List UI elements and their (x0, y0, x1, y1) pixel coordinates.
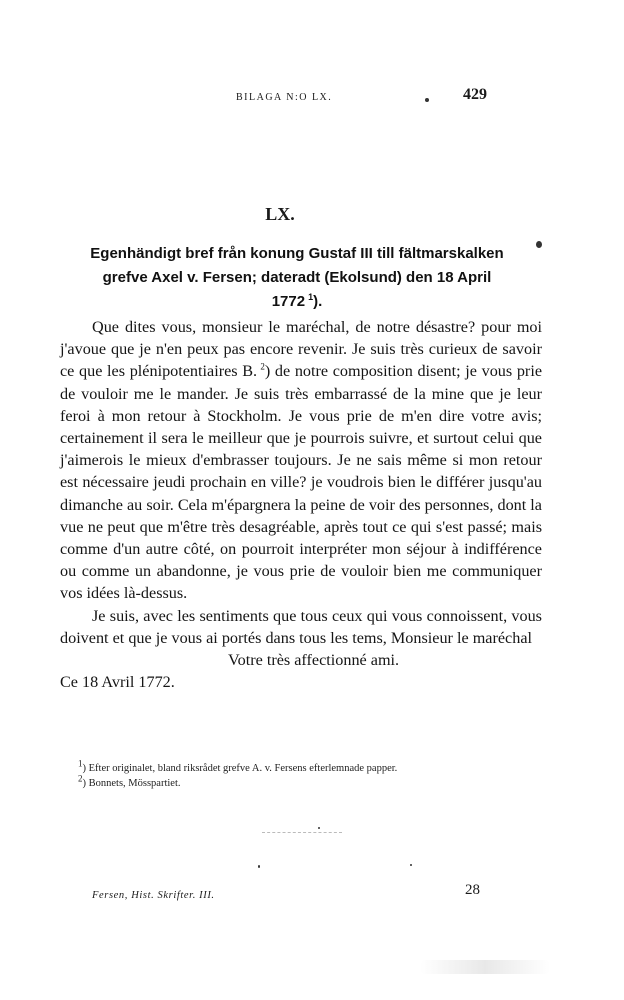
heading-year: 1772 (271, 293, 306, 310)
footnote-2-marker: 2 (78, 773, 83, 784)
decorative-dash (262, 832, 342, 834)
chapter-number: LX. (265, 204, 295, 224)
footnote-2-text: ) Bonnets, Mösspartiet. (82, 778, 181, 789)
page-number: 429 (463, 86, 487, 103)
sheet-number: 28 (465, 882, 480, 898)
letter-body (60, 316, 542, 693)
print-speck (410, 864, 412, 866)
footnote-2 (78, 773, 538, 791)
heading-line-3 (60, 290, 534, 314)
closing-signature: Votre très affectionné ami. (228, 651, 400, 670)
footnotes (78, 758, 538, 791)
print-speck (318, 827, 320, 829)
print-speck (258, 865, 260, 868)
paragraph-2: Je suis, avec les sentiments que tous ceux qui vous connoissent, vous doivent et que je vous ai portés dans tous les tems, Monsieur le maréchal (60, 606, 542, 647)
heading-footnote-ref: 1 (308, 292, 314, 302)
footnote-1 (78, 758, 538, 776)
paragraph-1-part-1: Que dites vous, monsieur le maréchal, de notre désastre? pour moi j'avoue que je n'en peux pas encore revenir. Je suis très curieux de savoir ce que les plénipotentiaires B. (60, 318, 542, 381)
heading-line-2: grefve Axel v. Fersen; dateradt (Ekolsund) den 18 April (102, 269, 492, 286)
signature-mark: Fersen, Hist. Skrifter. III. (92, 890, 215, 901)
page-smudge (420, 960, 550, 974)
paragraph-1 (60, 316, 542, 605)
print-speck (536, 241, 542, 248)
heading-line-1: Egenhändigt bref från konung Gustaf III till fältmarskalken (90, 245, 504, 262)
paragraph-1-part-2: ) de notre composition disent; je vous prie de vouloir me le mander. Je suis très embarrassé de la mine que je leur feroi à mon retour à Stockholm. Je vous prie de m'en dire votre avis; certainement il sera le meilleur que je pourrois suivre, et surtout celui que j'aimerois le mieux d'embrasser toujours. Je ne sais même si mon retour est nécessaire jeudi prochain en ville? je voudrois bien le différer jusqu'au dimanche au soir. Cela m'épargnera la peine de voir des personnes, dont la vue ne peut que m'être très desagréable, après tout ce qui s'est passé; mais comme d'un autre côté, on pourroit interpréter mon séjour à indifférence ou comme un abandonne, je vous prie de vouloir bien me communiquer vos idées là-dessus. (60, 362, 543, 603)
running-head: BILAGA N:O LX. (236, 92, 333, 103)
letter-heading (60, 242, 534, 314)
dateline: Ce 18 Avril 1772. (60, 673, 175, 692)
footnote-1-marker: 1 (78, 758, 83, 769)
print-speck (425, 98, 429, 102)
paragraph-1-footnote-ref: 2 (260, 362, 265, 373)
footnote-1-text: ) Efter originalet, bland riksrådet grefve A. v. Fersens efterlemnade papper. (82, 763, 398, 774)
heading-tail: ). (313, 293, 323, 310)
